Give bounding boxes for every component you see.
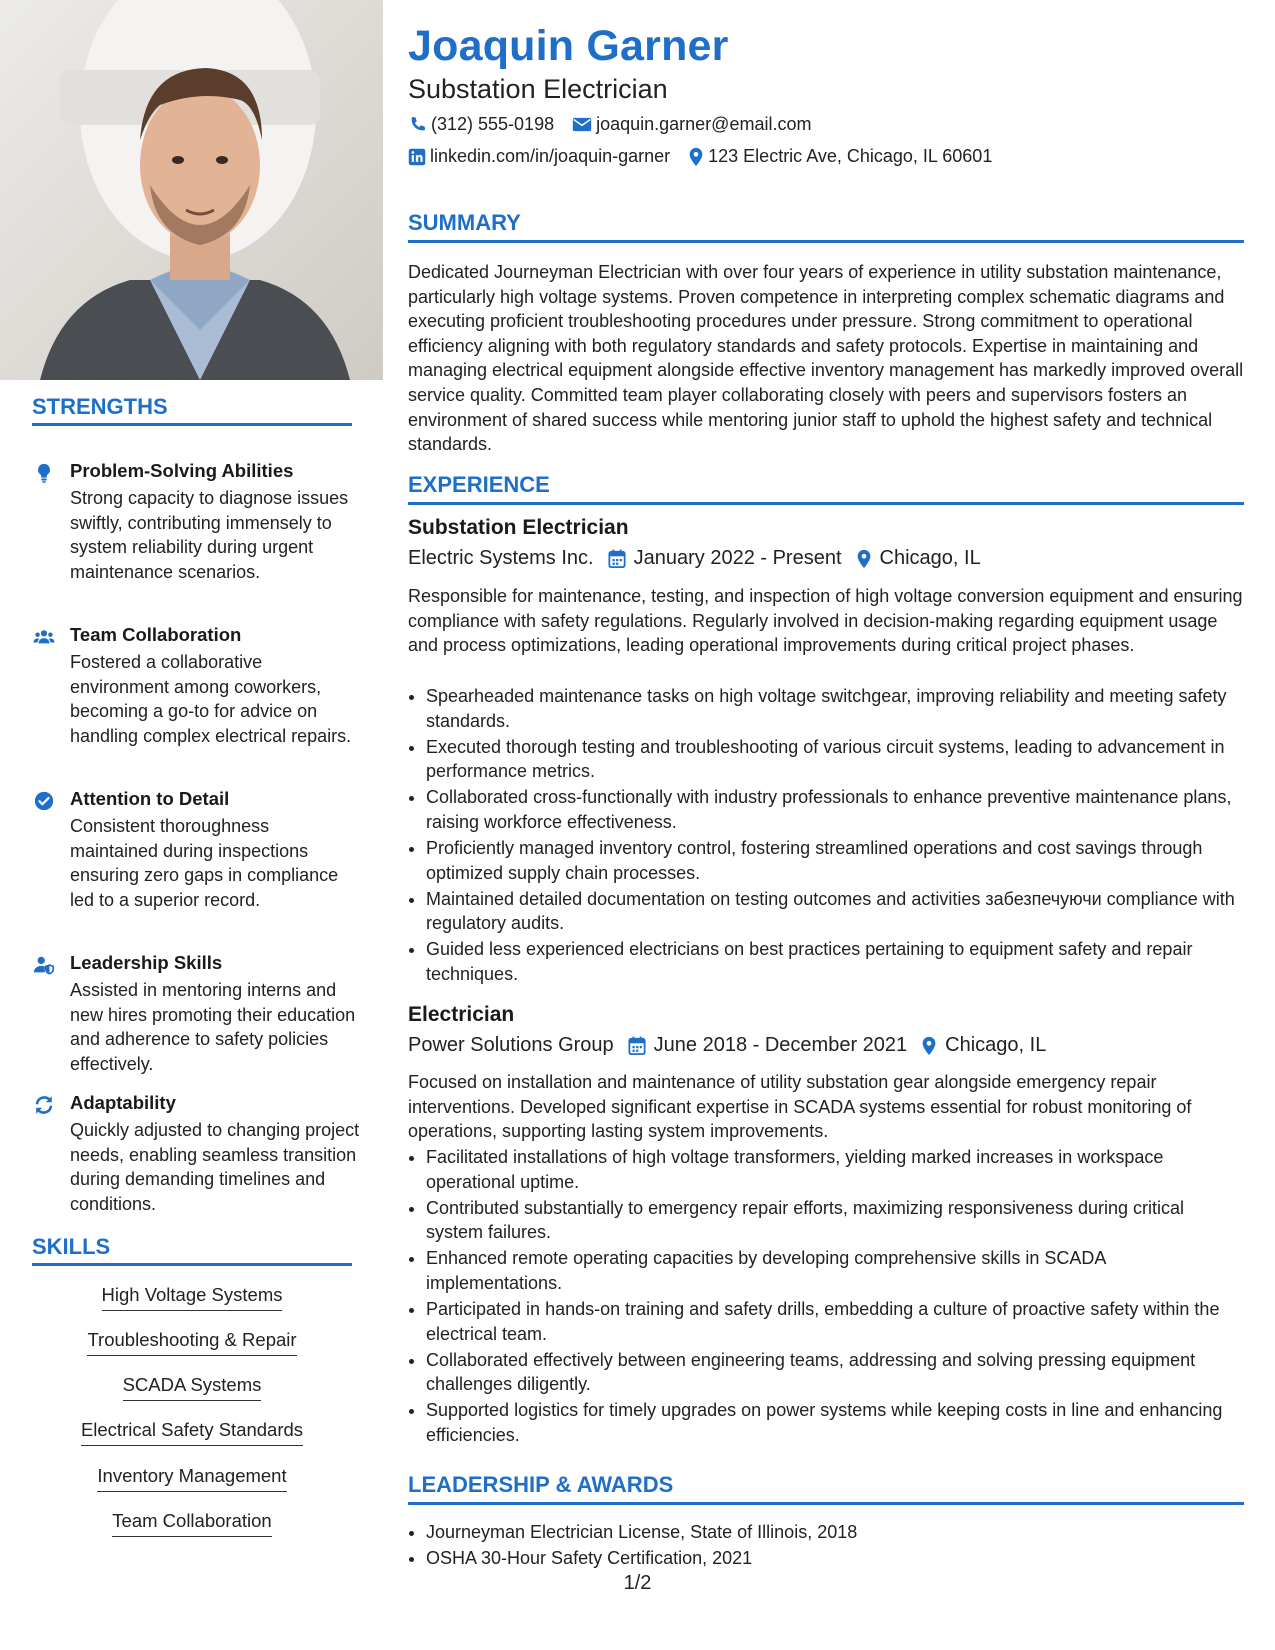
award-item: • OSHA 30-Hour Safety Certification, 2021: [426, 1546, 1244, 1571]
strength-desc: Assisted in mentoring interns and new hires promoting their education and adherence to safety policies effectively.: [70, 980, 356, 1074]
calendar-icon: [608, 549, 626, 569]
skill-item: [32, 1329, 352, 1356]
phone-text: (312) 555-0198: [431, 114, 555, 134]
job-description: Responsible for maintenance, testing, and inspection of high voltage conversion equipment and ensuring compliance with safety regulations. Regularly involved in decision-making regarding equipment usage and process optimizations, leading operational improvements during critical project phases.: [408, 586, 1243, 656]
skill-item: [32, 1510, 352, 1537]
awards-rule: [408, 1502, 1244, 1505]
job-bullet: • Guided less experienced electricians on best practices pertaining to equipment safety and repair techniques.: [426, 937, 1244, 986]
location-pin-icon: [921, 1036, 937, 1056]
calendar-icon: [628, 1036, 646, 1056]
experience-heading: EXPERIENCE: [408, 472, 550, 497]
summary-heading: SUMMARY: [408, 210, 521, 235]
skill-item: [32, 1374, 352, 1401]
check-circle-icon: [32, 790, 56, 812]
skill-item: [32, 1465, 352, 1492]
skill-label: Inventory Management: [97, 1465, 286, 1492]
strength-desc: Consistent thoroughness maintained during inspections ensuring zero gaps in compliance led to a superior record.: [70, 816, 339, 910]
summary-rule: [408, 240, 1244, 243]
strength-title: Problem-Solving Abilities: [70, 460, 294, 481]
strength-title: Leadership Skills: [70, 952, 223, 973]
strength-title: Adaptability: [70, 1092, 176, 1113]
strength-desc: Strong capacity to diagnose issues swiftly, contributing immensely to system reliability during urgent maintenance scenarios.: [70, 488, 349, 582]
location-pin-icon: [688, 147, 704, 167]
job-bullet: • Collaborated cross-functionally with industry professionals to enhance preventive maintenance plans, raising workforce effectiveness.: [426, 785, 1244, 834]
job-location-wrap: [856, 547, 981, 570]
strength-item: [32, 952, 356, 1074]
strength-title: Team Collaboration: [70, 624, 242, 645]
linkedin-text: linkedin.com/in/joaquin-garner: [430, 146, 671, 166]
candidate-name: Joaquin Garner: [408, 22, 729, 70]
award-item: • Journeyman Electrician License, State of Illinois, 2018: [426, 1520, 1244, 1545]
awards-heading: LEADERSHIP & AWARDS: [408, 1472, 674, 1497]
user-shield-icon: [32, 954, 56, 976]
job-company: Power Solutions Group: [408, 1034, 614, 1056]
location-pin-icon: [856, 549, 872, 569]
profile-photo-illustration: [0, 0, 383, 380]
job-bullet: • Spearheaded maintenance tasks on high voltage switchgear, improving reliability and meeting safety standards.: [426, 684, 1244, 733]
strength-item: [32, 624, 352, 764]
job-bullet: • Maintained detailed documentation on testing outcomes and activities забезпечуючи compliance with regulatory audits.: [426, 887, 1244, 936]
job-bullet: • Participated in hands-on training and safety drills, embedding a culture of proactive safety within the electrical team.: [426, 1297, 1244, 1346]
job-dates: January 2022 - Present: [633, 547, 842, 569]
strength-desc: Fostered a collaborative environment among coworkers, becoming a go-to for advice on handling complex electrical repairs.: [70, 652, 352, 746]
email-contact[interactable]: [572, 114, 811, 135]
job-location: Chicago, IL: [945, 1034, 1047, 1056]
envelope-icon: [572, 116, 592, 133]
profile-photo: [0, 0, 383, 380]
sidebar: [0, 0, 383, 1650]
job-description: Focused on installation and maintenance of utility substation gear alongside emergency repair interventions. Developed significant expertise in SCADA systems essential for robust monitoring of operations, supporting lasting system improvements.: [408, 1072, 1192, 1142]
job-meta: [408, 1034, 1060, 1057]
strength-title: Attention to Detail: [70, 788, 230, 809]
job-bullet: • Enhanced remote operating capacities by developing comprehensive skills in SCADA implementations.: [426, 1246, 1244, 1295]
linkedin-contact[interactable]: [408, 146, 670, 167]
awards-list: [408, 1520, 1244, 1572]
skill-label: Troubleshooting & Repair: [87, 1329, 296, 1356]
skill-label: Team Collaboration: [112, 1510, 271, 1537]
sync-icon: [32, 1094, 56, 1116]
skill-label: SCADA Systems: [123, 1374, 262, 1401]
candidate-title: Substation Electrician: [408, 74, 668, 104]
address-contact: [688, 146, 992, 167]
job-bullet: • Facilitated installations of high voltage transformers, yielding marked increases in workspace operational uptime.: [426, 1145, 1244, 1194]
users-icon: [32, 626, 56, 648]
phone-icon: [408, 115, 427, 134]
strength-item: [32, 1092, 360, 1214]
lightbulb-icon: [32, 462, 56, 484]
contact-row: [408, 114, 829, 135]
job-bullet: • Proficiently managed inventory control, fostering streamlined operations and cost savings through optimized supply chain processes.: [426, 836, 1244, 885]
skill-item: [32, 1284, 352, 1311]
job-company: Electric Systems Inc.: [408, 547, 594, 569]
job-bullets: [408, 1145, 1244, 1449]
address-text: 123 Electric Ave, Chicago, IL 60601: [708, 146, 993, 166]
skill-label: High Voltage Systems: [102, 1284, 283, 1311]
contact-row-2: [408, 146, 1010, 167]
skills-heading: SKILLS: [32, 1234, 111, 1259]
page-number: 1/2: [623, 1572, 652, 1594]
job-location-wrap: [921, 1034, 1046, 1057]
summary-text: Dedicated Journeyman Electrician with over four years of experience in utility substation maintenance, particularly high voltage systems. Proven competence in interpreting complex schematic diagrams and executing proficient troubleshooting procedures under pressure. Strong commitment to operational efficiency aligning with both regulatory standards and safety protocols. Expertise in maintaining and managing electrical equipment alongside effective inventory management has markedly improved overall service quality. Committed team player collaborating closely with peers and supervisors fosters an environment of shared success while mentoring junior staff to uphold the highest safety and technical standards.: [408, 262, 1244, 455]
job-dates: June 2018 - December 2021: [653, 1034, 908, 1056]
job-title: Substation Electrician: [408, 516, 629, 539]
email-text: joaquin.garner@email.com: [596, 114, 812, 134]
job-dates-wrap: [608, 547, 842, 570]
job-location: Chicago, IL: [879, 547, 981, 569]
strengths-heading: STRENGTHS: [32, 394, 168, 419]
job-bullets: [408, 684, 1244, 988]
job-dates-wrap: [628, 1034, 908, 1057]
strength-desc: Quickly adjusted to changing project needs, enabling seamless transition during demanding timelines and conditions.: [70, 1120, 360, 1214]
skill-item: [32, 1419, 352, 1446]
experience-rule: [408, 502, 1244, 505]
job-bullet: • Supported logistics for timely upgrades on power systems while keeping costs in line and enhancing efficiencies.: [426, 1398, 1244, 1447]
linkedin-icon: [408, 148, 426, 166]
skills-rule: [32, 1263, 352, 1266]
skill-label: Electrical Safety Standards: [81, 1419, 303, 1446]
phone-contact[interactable]: [408, 114, 554, 135]
job-bullet: • Contributed substantially to emergency repair efforts, maximizing responsiveness during critical system failures.: [426, 1196, 1244, 1245]
job-bullet: • Collaborated effectively between engineering teams, addressing and solving pressing equipment challenges diligently.: [426, 1348, 1244, 1397]
job-title: Electrician: [408, 1003, 515, 1026]
strengths-rule: [32, 423, 352, 426]
strength-item: [32, 788, 352, 928]
strength-item: [32, 460, 352, 600]
job-meta: [408, 547, 995, 570]
job-bullet: • Executed thorough testing and troubleshooting of various circuit systems, leading to advancement in performance metrics.: [426, 735, 1244, 784]
